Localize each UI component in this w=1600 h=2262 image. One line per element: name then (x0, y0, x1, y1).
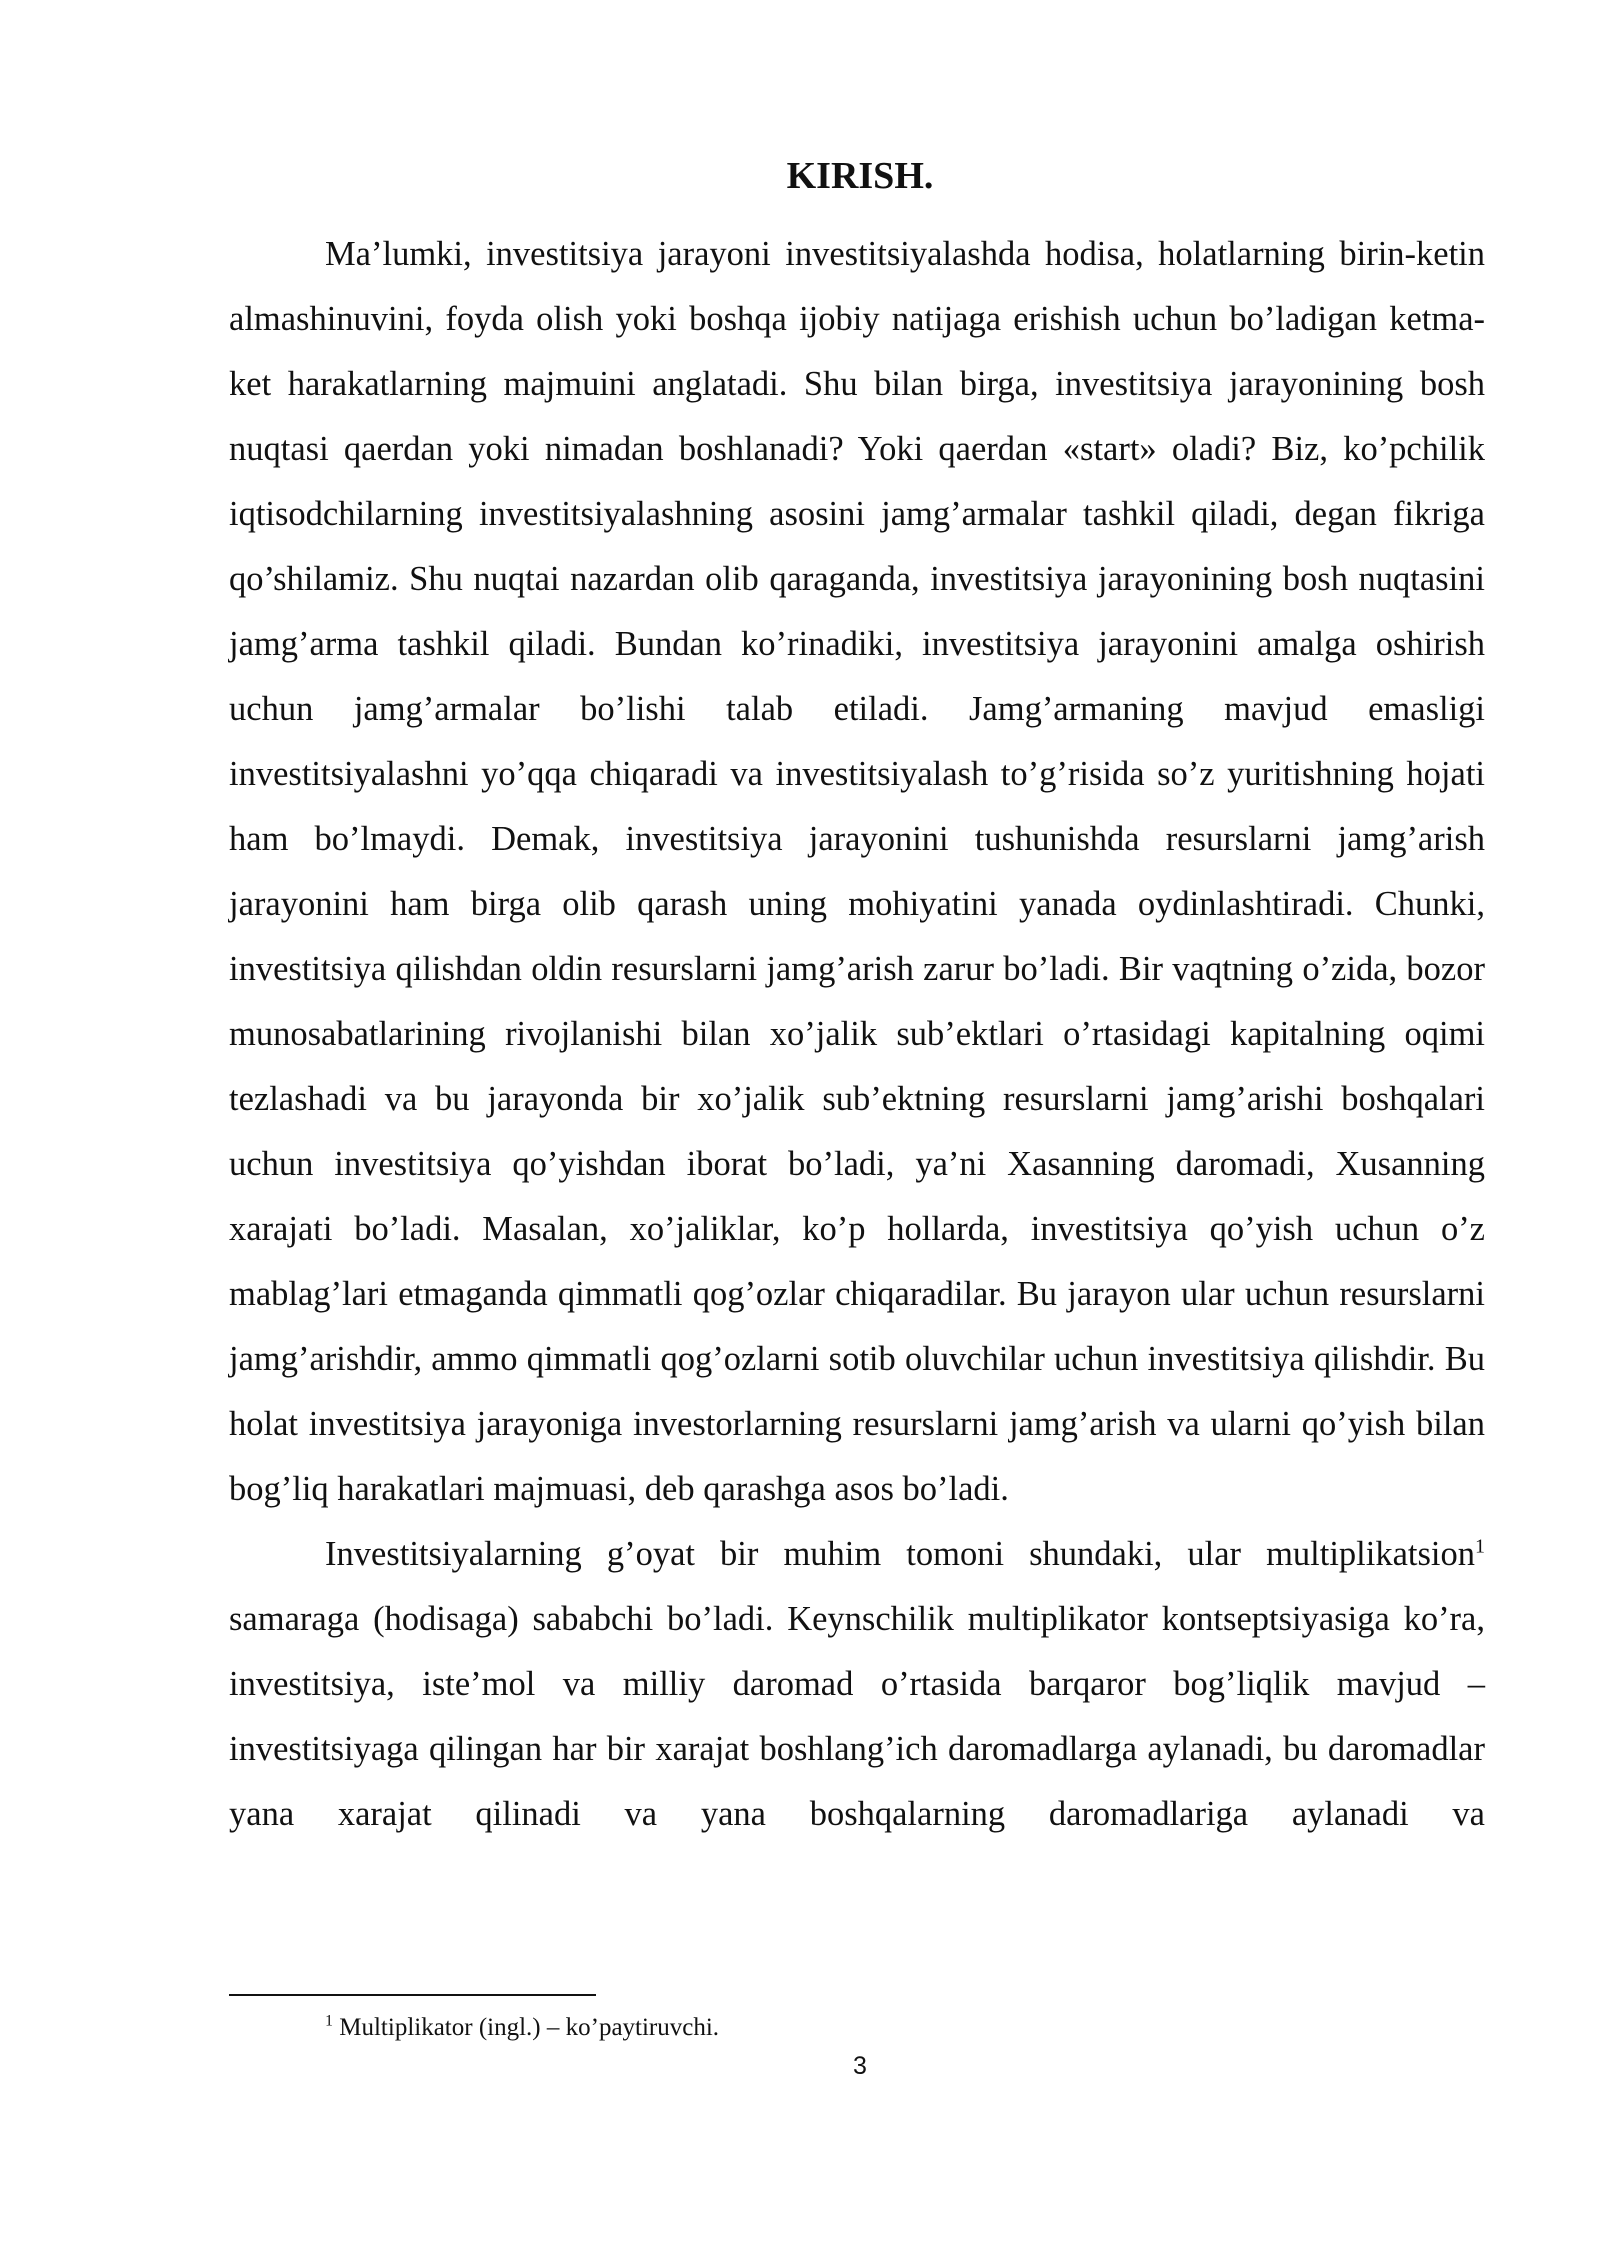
page-number: 3 (853, 2052, 867, 2080)
paragraph-2-text-end: samaraga (hodisaga) sababchi bo’ladi. Keynschilik multiplikator kontseptsiyasiga ko’ra, investitsiya, iste’mol va milliy daromad o’rtasida barqaror bog’liqlik mavjud – investitsiyaga qilingan har bir xarajat boshlang’ich daromadlarga aylanadi, bu daromadlar yana xarajat qilinadi va yana boshqalarning daromadlariga aylanadi va (229, 1600, 1485, 1833)
section-title: KIRISH. (786, 155, 934, 197)
footnote (325, 2012, 719, 2044)
footnote-text: Multiplikator (ingl.) – ko’paytiruvchi. (333, 2014, 720, 2041)
footnote-separator (229, 1994, 596, 1996)
footnote-marker: 1 (325, 2012, 333, 2030)
footnote-reference[interactable]: 1 (1475, 1535, 1485, 1558)
paragraph-2-text-start: Investitsiyalarning g’oyat bir muhim tomoni shundaki, ular multiplikatsion (325, 1535, 1475, 1573)
paragraph-2 (229, 1522, 1485, 1847)
body-text (229, 222, 1485, 1847)
paragraph-1: Ma’lumki, investitsiya jarayoni investitsiyalashda hodisa, holatlarning birin-ketin almashinuvini, foyda olish yoki boshqa ijobiy natijaga erishish uchun bo’ladigan ketma-ket harakatlarning majmuini anglatadi. Shu bilan birga, investitsiya jarayonining bosh nuqtasi qaerdan yoki nimadan boshlanadi? Yoki qaerdan «start» oladi? Biz, ko’pchilik iqtisodchilarning investitsiyalashning asosini jamg’armalar tashkil qiladi, degan fikriga qo’shilamiz. Shu nuqtai nazardan olib qaraganda, investitsiya jarayonining bosh nuqtasini jamg’arma tashkil qiladi. Bundan ko’rinadiki, investitsiya jarayonini amalga oshirish uchun jamg’armalar bo’lishi talab etiladi. Jamg’armaning mavjud emasligi investitsiyalashni yo’qqa chiqaradi va investitsiyalash to’g’risida so’z yuritishning hojati ham bo’lmaydi. Demak, investitsiya jarayonini tushunishda resurslarni jamg’arish jarayonini ham birga olib qarash uning mohiyatini yanada oydinlashtiradi. Chunki, investitsiya qilishdan oldin resurslarni jamg’arish zarur bo’ladi. Bir vaqtning o’zida, bozor munosabatlarining rivojlanishi bilan xo’jalik sub’ektlari o’rtasidagi kapitalning oqimi tezlashadi va bu jarayonda bir xo’jalik sub’ektning resurslarni jamg’arishi boshqalari uchun investitsiya qo’yishdan iborat bo’ladi, ya’ni Xasanning daromadi, Xusanning xarajati bo’ladi. Masalan, xo’jaliklar, ko’p hollarda, investitsiya qo’yish uchun o’z mablag’lari etmaganda qimmatli qog’ozlar chiqaradilar. Bu jarayon ular uchun resurslarni jamg’arishdir, ammo qimmatli qog’ozlarni sotib oluvchilar uchun investitsiya qilishdir. Bu holat investitsiya jarayoniga investorlarning resurslarni jamg’arish va ularni qo’yish bilan bog’liq harakatlari majmuasi, deb qarashga asos bo’ladi. (229, 235, 1485, 1508)
